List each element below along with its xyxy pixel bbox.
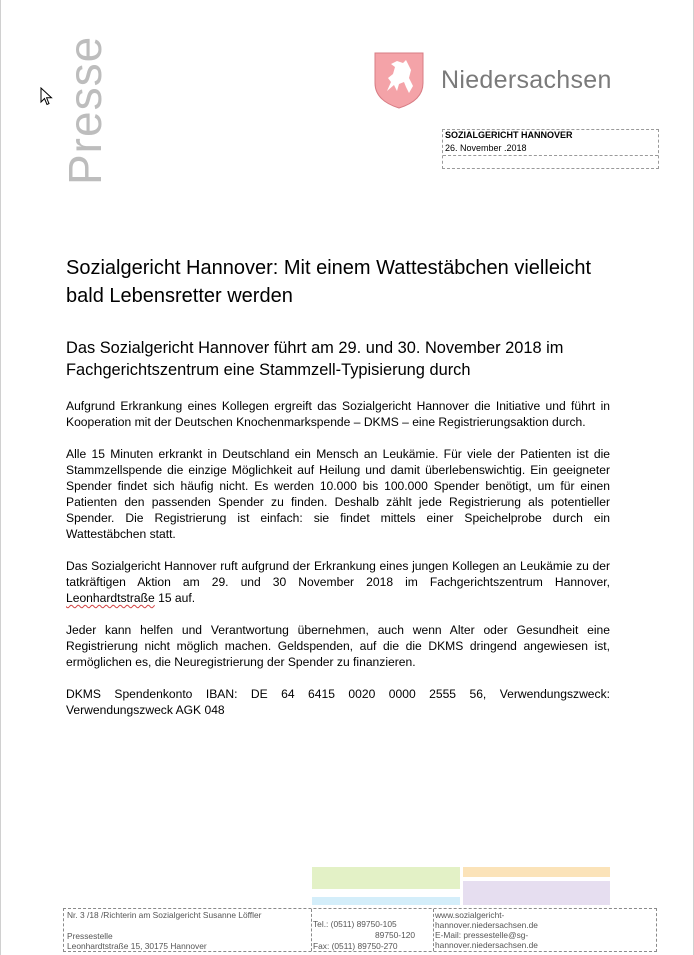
footer-email-1: E-Mail: pressestelle@sg- [435,930,529,940]
footer-web-1: www.sozialgericht- [435,910,505,920]
footer-address: Leonhardtstraße 15, 30175 Hannover [67,941,207,951]
footer-box [63,908,657,952]
footer-web-2: hannover.niedersachsen.de [435,920,538,930]
presse-side-label: Presse [59,35,111,185]
footer-divider-1 [311,909,312,951]
mouse-pointer-icon [40,87,54,107]
footer-tel2: 89750-120 [375,930,416,940]
body-paragraph-5: DKMS Spendenkonto IBAN: DE 64 6415 0020 0000 2555 56, Verwendungszweck: Verwendungszweck AGK 048 [66,687,610,717]
footer-tel: Tel.: (0511) 89750-105 [313,919,397,929]
lower-saxony-horse-crest [373,51,425,109]
footer-number-line: Nr. 3 /18 /Richterin am Sozialgericht Susanne Löffler [67,910,262,920]
footer-office: Pressestelle [67,931,113,941]
press-body [66,398,610,734]
sender-box-divider [443,155,658,156]
headline: Sozialgericht Hannover: Mit einem Wattestäbchen vielleicht bald Lebensretter werden [66,257,592,307]
footer-divider-2 [433,909,434,951]
color-block-green [312,867,460,889]
brand-name: Niedersachsen [441,66,612,94]
release-date: 26. November .2018 [445,143,527,153]
body-paragraph-3 [66,558,610,606]
color-block-blue [312,897,460,905]
footer-fax: Fax: (0511) 89750-270 [313,941,398,951]
footer-email-2: hannover.niedersachsen.de [435,940,538,950]
body-paragraph-1: Aufgrund Erkrankung eines Kollegen ergreift das Sozialgericht Hannover die Initiative und führt in Kooperation mit der Deutschen Knochenmarkspende – DKMS – eine Registrierungsaktion durch. [66,399,610,429]
body-paragraph-2: Alle 15 Minuten erkrankt in Deutschland ein Mensch an Leukämie. Für viele der Patienten ist die Stammzellspende die einzige Möglichkeit auf Heilung und damit überlebenswichtig. Ein geeigneter Spender findet sich häufig nicht. Es werden 10.000 bis 100.000 Spender benötigt, um für einen Patienten den passenden Spender zu finden. Deshalb zählt jede Registrierung als potentieller Spender. Die Registrierung ist einfach: sie findet mittels einer Speichelprobe durch ein Wattestäbchen statt. [66,447,610,541]
body-paragraph-4: Jeder kann helfen und Verantwortung übernehmen, auch wenn Alter oder Gesundheit eine Registrierung nicht möglich machen. Geldspenden, auf die die DKMS dringend angewiesen ist, ermöglichen es, die Neuregistrierung der Spender zu finanzieren. [66,623,610,669]
subheadline: Das Sozialgericht Hannover führt am 29. und 30. November 2018 im Fachgerichtszentrum eine Stammzell-Typisierung durch [66,339,564,379]
color-block-orange [463,867,610,877]
sender-name: SOZIALGERICHT HANNOVER [445,130,573,140]
body-paragraph-3-text: Das Sozialgericht Hannover ruft aufgrund der Erkrankung eines jungen Kollegen an Leukämie zu der tatkräftigen Aktion am 29. und 30 November 2018 im Fachgerichtszentrum Hannover, [66,559,610,589]
color-block-purple [463,881,610,905]
spellcheck-street: Leonhardtstraße [66,591,155,605]
body-paragraph-3-end: 15 auf. [154,591,196,605]
page-edge-left [0,0,1,955]
sender-box [442,129,659,169]
